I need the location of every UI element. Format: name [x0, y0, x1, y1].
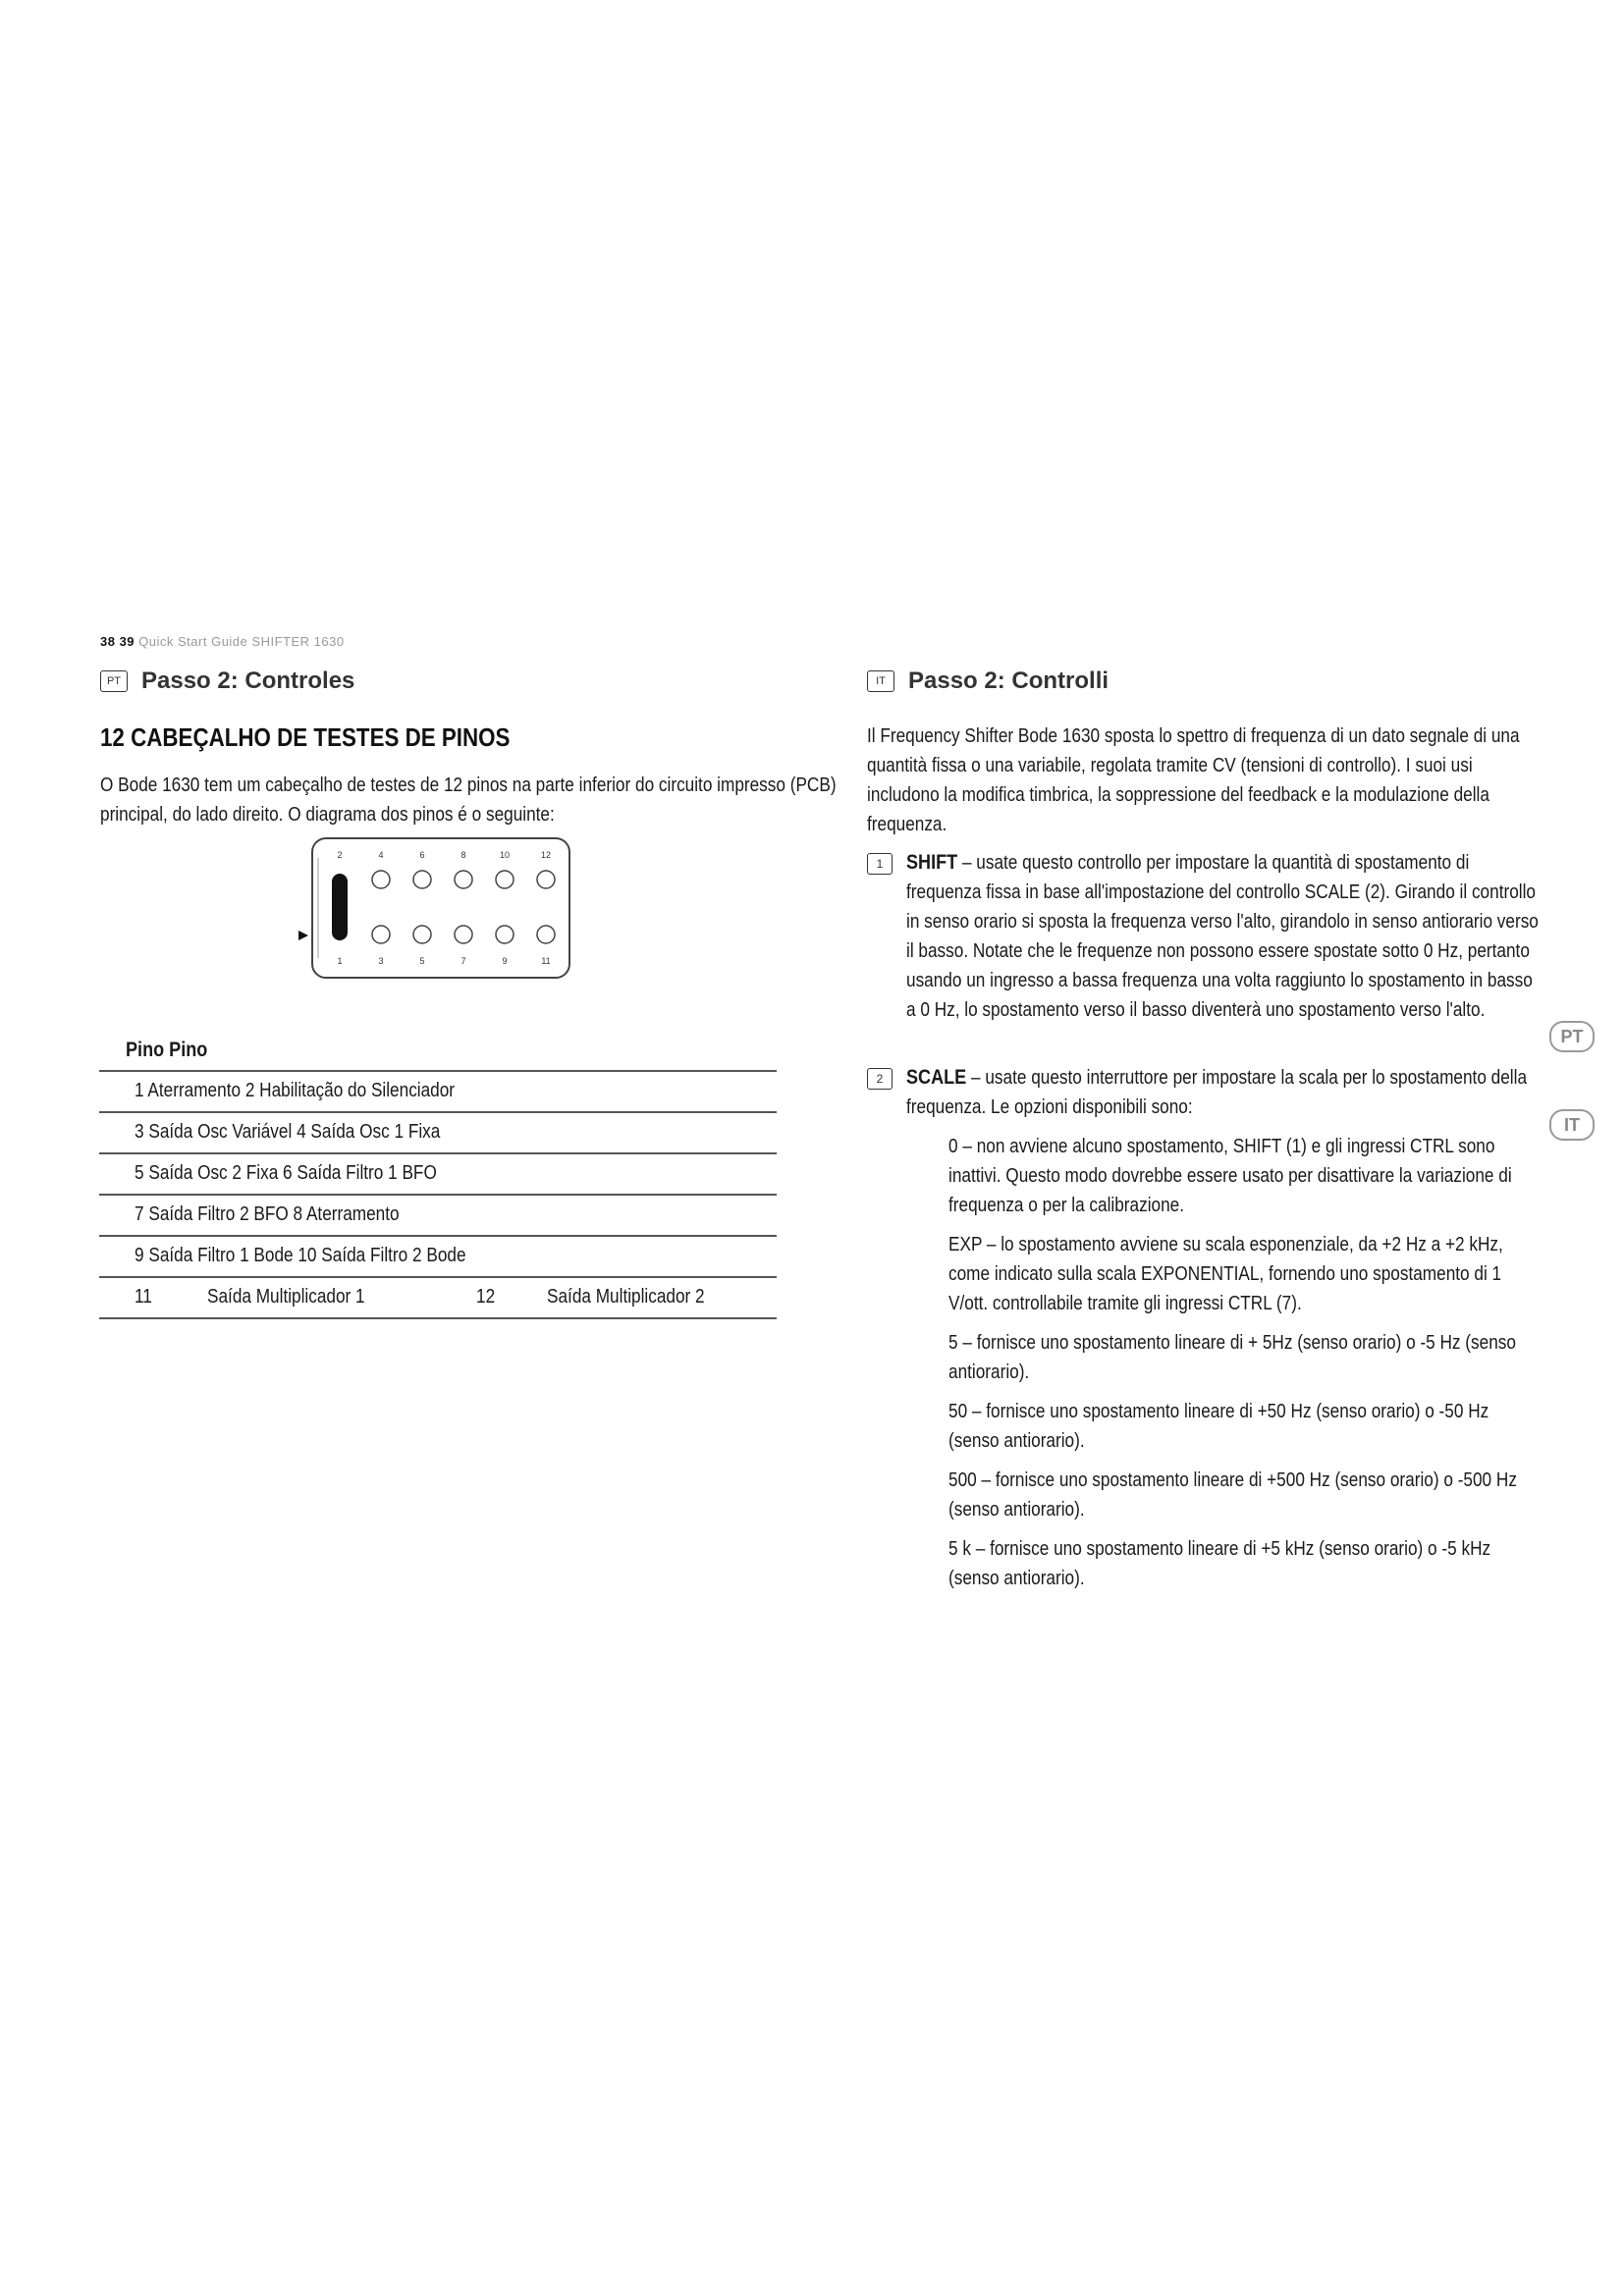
pin-label-bottom: 11 — [541, 956, 551, 966]
pt-language-badge: PT — [100, 670, 128, 692]
table-row — [99, 1194, 777, 1235]
pin-circle — [496, 926, 514, 943]
table-row — [99, 1070, 777, 1111]
pin-circle — [413, 871, 431, 888]
pin-label-bottom: 5 — [419, 956, 425, 966]
right-section-title — [867, 667, 1109, 695]
pin-circle — [455, 871, 472, 888]
guide-title: Quick Start Guide — [138, 634, 248, 649]
scale-text: – usate questo interruttore per impostare la scala per lo spostamento della frequenza. Le opzioni disponibili sono: — [906, 1067, 1528, 1118]
scale-option: 50 – fornisce uno spostamento lineare di +50 Hz (senso orario) o -50 Hz (senso antiorario). — [948, 1401, 1489, 1452]
table-row — [99, 1111, 777, 1152]
right-intro-block — [867, 721, 1535, 839]
left-intro-paragraph: O Bode 1630 tem um cabeçalho de testes de 12 pinos na parte inferior do circuito impresso (PCB) principal, do lado direito. O diagrama dos pinos é o seguinte: — [100, 774, 837, 826]
side-tab-it[interactable]: IT — [1549, 1109, 1595, 1141]
item-number-badge: 2 — [867, 1068, 893, 1090]
pin-label-top: 4 — [378, 850, 384, 860]
scale-options-list — [948, 1132, 1538, 1593]
pin-header-outline — [312, 838, 569, 978]
left-intro-block — [100, 771, 846, 829]
scale-option: 5 k – fornisce uno spostamento lineare di +5 kHz (senso orario) o -5 kHz (senso antiorario). — [948, 1538, 1491, 1589]
pin-12-number: 12 — [476, 1286, 496, 1308]
pin-circle — [537, 926, 555, 943]
left-heading-block — [100, 722, 846, 753]
pin-circle — [372, 871, 390, 888]
pin-11-number: 11 — [135, 1286, 152, 1308]
pin-12-label: Saída Multiplicador 2 — [547, 1286, 705, 1308]
pin-label-bottom: 3 — [378, 956, 384, 966]
pin-11-label: Saída Multiplicador 1 — [207, 1286, 365, 1308]
it-language-badge: IT — [867, 670, 894, 692]
pin-circle — [537, 871, 555, 888]
scale-option: 0 – non avviene alcuno spostamento, SHIFT (1) e gli ingressi CTRL sono inattivi. Questo modo dovrebbe essere usato per disattivare la variazione di frequenza o per la calibrazione. — [948, 1136, 1512, 1216]
table-row-text: 5 Saída Osc 2 Fixa 6 Saída Filtro 1 BFO — [135, 1162, 437, 1184]
pin-label-top: 10 — [499, 850, 511, 860]
pin1-arrow-icon — [298, 931, 308, 940]
pin-diagram — [295, 834, 579, 982]
item-number-badge: 1 — [867, 853, 893, 875]
pin-label-bottom: 7 — [460, 956, 466, 966]
scale-option: 5 – fornisce uno spostamento lineare di + 5Hz (senso orario) o -5 Hz (senso antiorario). — [948, 1332, 1516, 1383]
scale-option: 500 – fornisce uno spostamento lineare di +500 Hz (senso orario) o -500 Hz (senso antiorario). — [948, 1469, 1517, 1521]
table-row-text: 9 Saída Filtro 1 Bode 10 Saída Filtro 2 Bode — [135, 1245, 466, 1266]
right-section-title-text: Passo 2: Controlli — [908, 667, 1110, 694]
pin-jumper — [332, 874, 348, 940]
table-row-text: 7 Saída Filtro 2 BFO 8 Aterramento — [135, 1203, 400, 1225]
shift-text: – usate questo controllo per impostare la quantità di spostamento di frequenza fissa in base all'impostazione del controllo SCALE (2). Girando il controllo in senso orario si sposta la frequenza verso l'alto, girandolo in senso antiorario verso il basso. Notate che le frequenze non possono essere spostate sotto 0 Hz, pertanto usando un ingresso a bassa frequenza una volta raggiunto lo spostamento in basso a 0 Hz, lo spostamento verso il basso diventerà uno spostamento verso l'alto. — [906, 852, 1539, 1021]
scale-option: EXP – lo spostamento avviene su scala esponenziale, da +2 Hz a +2 kHz, come indicato sulla scala EXPONENTIAL, fornendo uno spostamento di 1 V/ott. controllabile tramite gli ingressi CTRL (7). — [948, 1234, 1503, 1314]
pin-label-top: 6 — [419, 850, 425, 860]
right-intro-paragraph: Il Frequency Shifter Bode 1630 sposta lo spettro di frequenza di un dato segnale di una quantità fissa o una variabile, regolata tramite CV (tensioni di controllo). I suoi usi includono la modifica timbrica, la soppressione del feedback e la modulazione della frequenza. — [867, 725, 1520, 835]
pin-table-header-text: Pino Pino — [126, 1039, 208, 1061]
running-header — [100, 634, 345, 649]
side-tab-pt[interactable]: PT — [1549, 1021, 1595, 1052]
table-row — [99, 1276, 777, 1319]
pin-table — [99, 1070, 777, 1319]
scale-description — [906, 1063, 1540, 1122]
table-row-text: 3 Saída Osc Variável 4 Saída Osc 1 Fixa — [135, 1121, 441, 1143]
shift-description — [906, 848, 1540, 1025]
left-section-title-text: Passo 2: Controles — [141, 667, 355, 694]
table-row — [99, 1235, 777, 1276]
pin-label-top: 2 — [337, 850, 343, 860]
product-name: SHIFTER 1630 — [251, 634, 345, 649]
pin-table-header — [126, 1039, 207, 1062]
pin-circle — [413, 926, 431, 943]
shift-control-name: SHIFT — [906, 851, 958, 874]
left-section-title — [100, 667, 354, 695]
pin-header-heading: 12 CABEÇALHO DE TESTES DE PINOS — [100, 722, 511, 752]
table-row-text: 1 Aterramento 2 Habilitação do Silenciador — [135, 1080, 456, 1101]
pin-label-top: 12 — [540, 850, 552, 860]
pin-circle — [372, 926, 390, 943]
scale-control-name: SCALE — [906, 1066, 967, 1089]
pin-circle — [496, 871, 514, 888]
pin-label-bottom: 1 — [337, 956, 343, 966]
pin-label-top: 8 — [460, 850, 466, 860]
page-numbers: 38 39 — [100, 634, 135, 649]
pin-label-bottom: 9 — [502, 956, 508, 966]
table-row — [99, 1152, 777, 1194]
pin-circle — [455, 926, 472, 943]
